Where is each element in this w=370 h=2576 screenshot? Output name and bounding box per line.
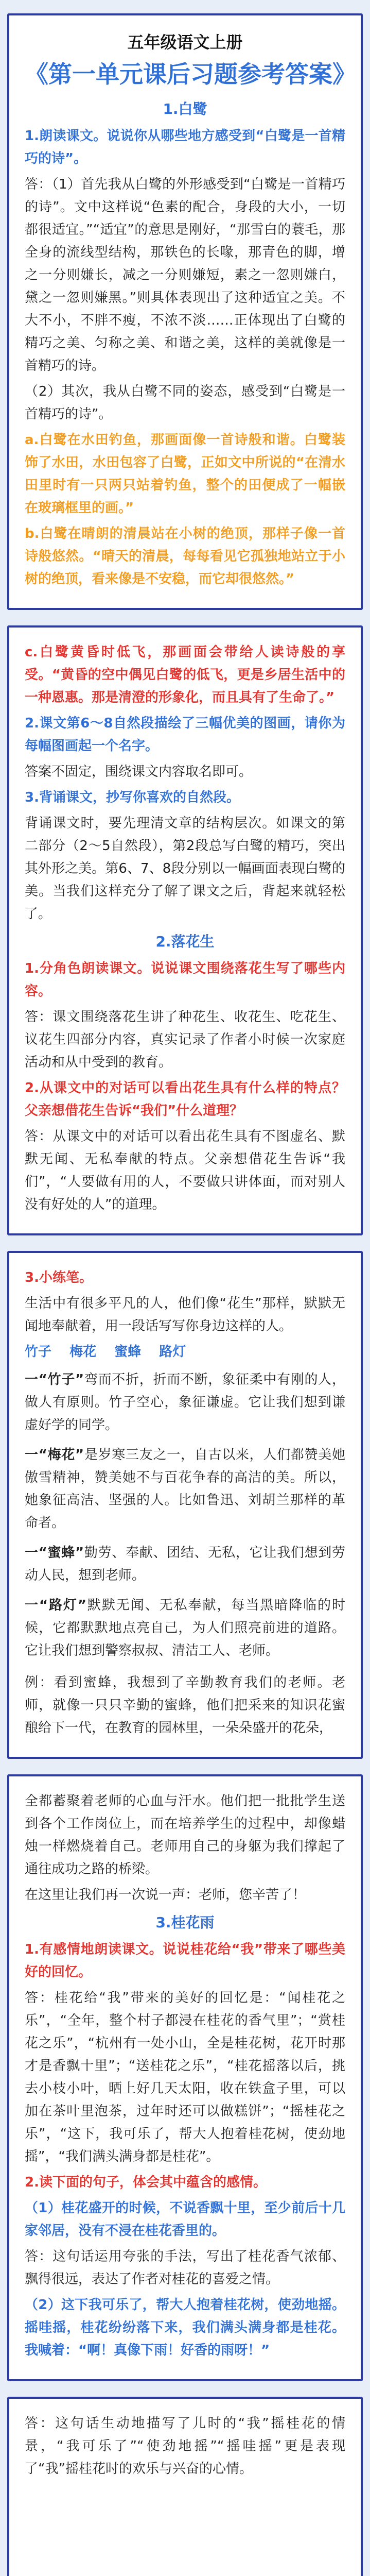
symbol-text: 是岁寒三友之一，自古以来，人们都赞美她傲雪精神，赞美她不与百花争春的高洁的美。所以，她象征高洁、坚强的人。比如鲁迅、刘胡兰那样的革命者。 [25,1447,345,1531]
guihuayu-question-1: 1.有感情地朗读课文。说说桂花给“我”带来了哪些美好的回忆。 [25,1942,345,1980]
bailu-question-3: 3.背诵课文，抄写你喜欢的自然段。 [25,790,240,805]
guihuayu-answer-2-1: 答：这句话运用夸张的手法，写出了桂花香气浓郁、飘得很远，表达了作者对桂花的喜爱之情。 [25,2249,345,2287]
writing-example-part-3: 在这里让我们再一次说一声：老师，您辛苦了！ [25,1887,306,1903]
writing-prompt: 生活中有很多平凡的人，他们像“花生”那样，默默无闻地奉献着，用一段话写写你身边这样的人。 [25,1296,345,1334]
symbol-label: 一“梅花” [25,1447,84,1463]
guihuayu-answer-2-2: 答：这句话生动地描写了儿时的“我”摇桂花的情景，“我可乐了”“使劲地摇”“摇哇摇”更是表现了“我”摇桂花时的欢乐与兴奋的心情。 [25,2416,345,2477]
symbol-item-plum [25,1444,345,1534]
bailu-question-2: 2.课文第6～8自然段描绘了三幅优美的图画，请你为每幅图画起一个名字。 [25,716,345,754]
word-option: 梅花 [69,1344,97,1360]
word-options [25,1341,345,1363]
lesson-title-bailu: 1.白鹭 [163,100,207,117]
symbol-item-streetlight [25,1594,345,1662]
symbol-label: 一“路灯” [25,1598,86,1613]
symbol-text: 默默无闻、无私奉献，每当黑暗降临的时候，它都默默地点亮自己，为人们照亮前进的道路。它让我们想到警察叔叔、清洁工人、老师。 [25,1598,345,1658]
guihuayu-sentence-2: （2）这下我可乐了，帮大人抱着桂花树，使劲地摇。摇哇摇，桂花纷纷落下来，我们满头满身都是桂花。我喊着：“啊！真像下雨！好香的雨呀！” [25,2297,345,2358]
grade-heading: 五年级语文上册 [127,32,243,52]
word-option: 路灯 [159,1344,186,1360]
bailu-answer-1-part-2: （2）其次，我从白鹭不同的姿态，感受到“白鹭是一首精巧的诗”。 [25,384,345,422]
guihuayu-answer-1: 答：桂花给“我”带来的美好的回忆是：“闻桂花之乐”，“全年，整个村子都浸在桂花的香气里”；“赏桂花之乐”，“杭州有一处小山，全是桂花树，花开时那才是香飘十里”；“送桂花之乐”，“桂花摇落以后，挑去小枝小叶，晒上好几天太阳，收在铁盒子里，可以加在茶叶里泡茶，过年时还可以做糕饼”；“摇桂花之乐”，“这下，我可乐了，帮大人抱着桂花树，使劲地摇”，“我们满头满身都是桂花”。 [25,1990,345,2164]
guihuayu-sentence-1: （1）桂花盛开的时候，不说香飘十里，至少前后十几家邻居，没有不浸在桂花香里的。 [25,2200,345,2239]
luohuasheng-answer-1: 答：课文围绕落花生讲了种花生、收花生、吃花生、议花生四部分内容，真实记录了作者小时候一次家庭活动和从中受到的教育。 [25,1009,345,1070]
bailu-answer-2: 答案不固定，围绕课文内容取名即可。 [25,764,253,779]
luohuasheng-question-2: 2.从课文中的对话可以看出花生具有什么样的特点？父亲想借花生告诉“我们”什么道理？ [25,1080,345,1118]
answer-card-1 [7,13,363,610]
luohuasheng-answer-2: 答：从课文中的对话可以看出花生具有不图虚名、默默无闻、无私奉献的特点。父亲想借花生告诉“我们”，“人要做有用的人，不要做只讲体面，而对别人没有好处的人”的道理。 [25,1129,345,1212]
answer-card-2 [7,625,363,1235]
symbol-label: 一“蜜蜂” [25,1545,84,1561]
luohuasheng-question-3: 3.小练笔。 [25,1270,93,1285]
document-title: 《第一单元课后习题参考答案》 [25,60,356,88]
bailu-answer-1-part-1: 答：（1）首先我从白鹭的外形感受到“白鹭是一首精巧的诗”。文中这样说“色素的配合，身段的大小，一切都很适宜。”“适宜”的意思是刚好，“那雪白的蓑毛，那全身的流线型结构，那铁色的长喙，那青色的脚，增之一分则嫌长，减之一分则嫌短，素之一忽则嫌白，黛之一忽则嫌黑。”则具体表现出了这种适宜之美。不大不小，不胖不瘦，不浓不淡……正体现出了白鹭的精巧之美、匀称之美、和谐之美，这样的美就像是一首精巧的诗。 [25,177,345,374]
luohuasheng-question-1: 1.分角色朗读课文。说说课文围绕落花生写了哪些内容。 [25,961,345,999]
word-option: 蜜蜂 [114,1344,142,1360]
symbol-item-bamboo [25,1368,345,1436]
bailu-answer-3: 背诵课文时，要先理清文章的结构层次。如课文的第二部分（2～5自然段），第2段总写白鹭的精巧，突出其外形之美。第6、7、8段分别以一幅画面表现白鹭的美。当我们这样充分了解了课文之后，背起来就轻松了。 [25,816,345,922]
lesson-title-guihuayu: 3.桂花雨 [155,1914,215,1931]
symbol-text: 勤劳、奉献、团结、无私，它让我们想到劳动人民，想到老师。 [25,1545,345,1583]
answer-card-4 [7,1774,363,2381]
symbol-item-bee [25,1541,345,1587]
lesson-title-luohuasheng: 2.落花生 [155,933,215,950]
bailu-answer-1-point-b: b.白鹭在晴朗的清晨站在小树的绝顶，那样子像一首诗般悠然。“晴天的清晨，每每看见它孤独地站立于小树的绝顶，看来像是不安稳，而它却很悠然。” [25,526,345,587]
bailu-answer-1-point-c: c.白鹭黄昏时低飞，那画面会带给人读诗般的享受。“黄昏的空中偶见白鹭的低飞，更是乡居生活中的一种恩惠。那是清澄的形象化，而且具有了生命了。” [25,645,345,705]
writing-example-part-1: 例：看到蜜蜂，我想到了辛勤教育我们的老师。老师，就像一只只辛勤的蜜蜂，他们把采来的知识花蜜酿给下一代，在教育的园林里，一朵朵盛开的花朵， [25,1675,345,1736]
writing-example-part-2: 全都蓄聚着老师的心血与汗水。他们把一批批学生送到各个工作岗位上，而在培养学生的过程中，却像蜡烛一样燃烧着自己。老师用自己的身躯为我们撑起了通往成功之路的桥梁。 [25,1793,345,1877]
word-option: 竹子 [25,1344,52,1360]
guihuayu-question-2: 2.读下面的句子，体会其中蕴含的感情。 [25,2175,267,2190]
symbol-label: 一“竹子” [25,1372,84,1387]
bailu-question-1: 1.朗读课文。说说你从哪些地方感受到“白鹭是一首精巧的诗”。 [25,128,345,166]
symbol-text: 弯而不折，折而不断，象征柔中有刚的人，做人有原则。竹子空心，象征谦虚。它让我们想到谦虚好学的同学。 [25,1372,345,1433]
answer-card-5 [7,2397,363,2576]
answer-card-3 [7,1251,363,1759]
bailu-answer-1-point-a: a.白鹭在水田钓鱼，那画面像一首诗般和谐。白鹭装饰了水田，水田包容了白鹭，正如文中所说的“在清水田里时有一只两只站着钓鱼，整个的田便成了一幅嵌在玻璃框里的画。” [25,432,345,516]
